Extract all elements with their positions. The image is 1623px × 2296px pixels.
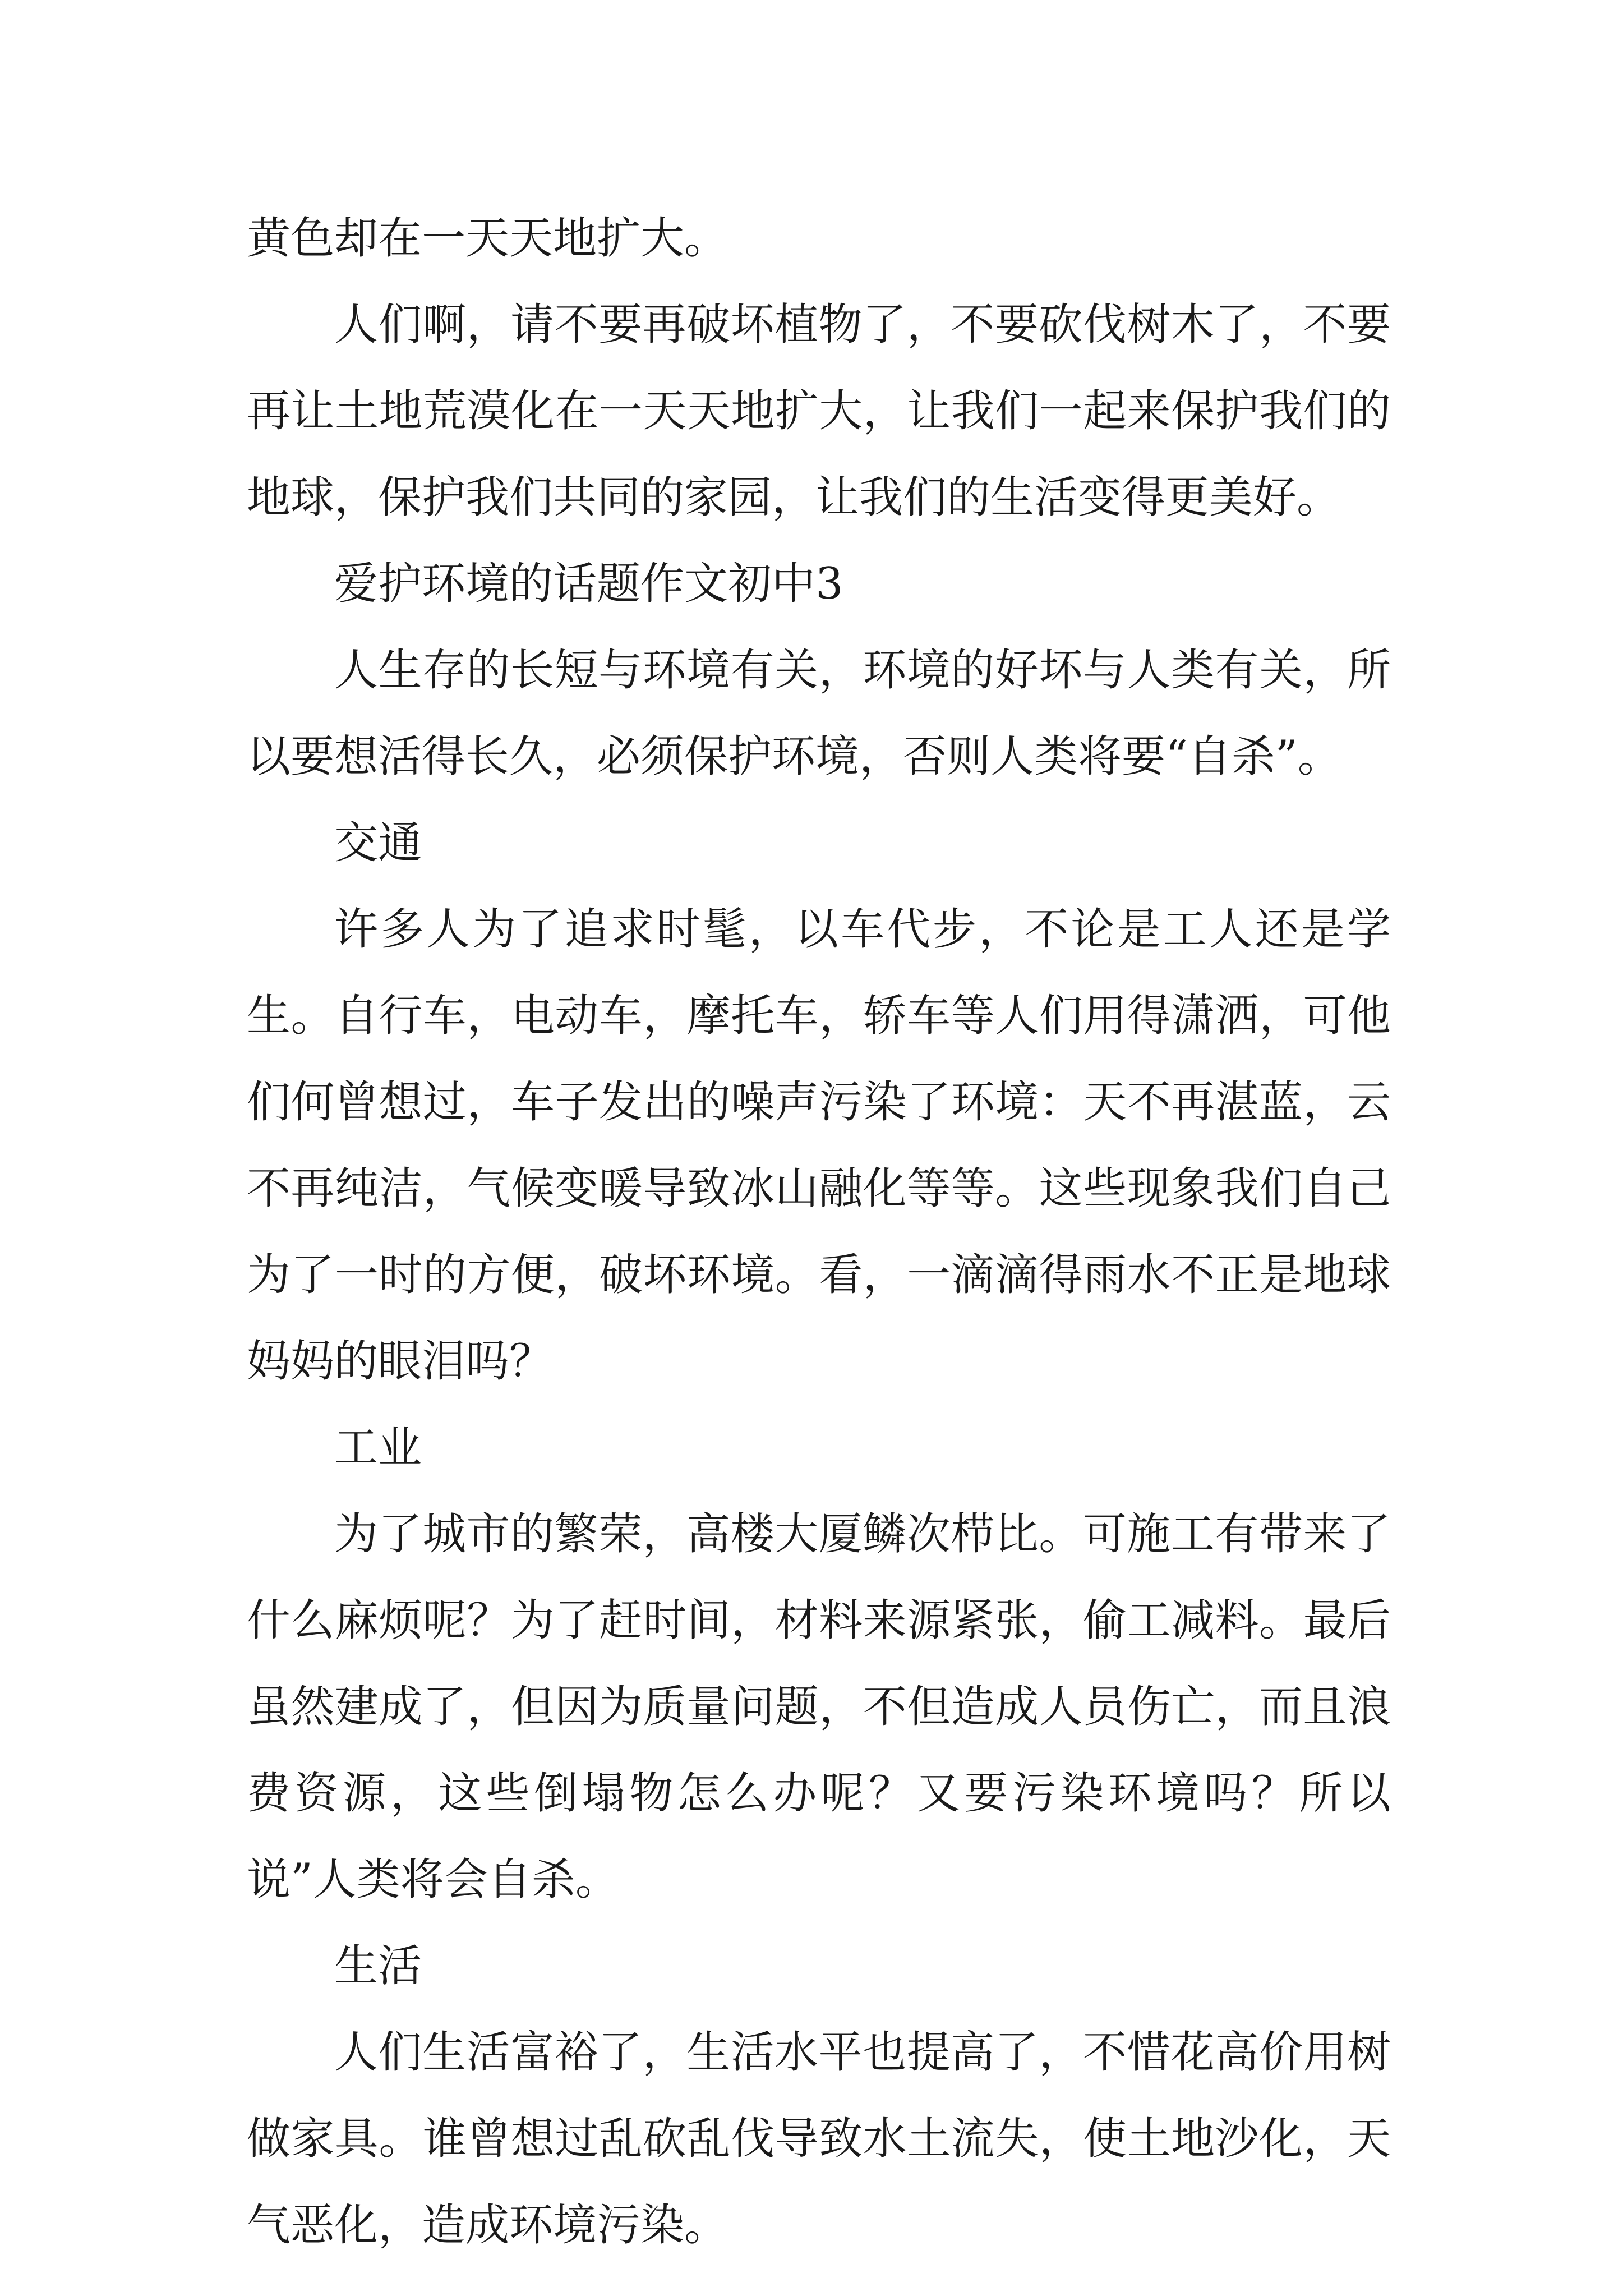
article-body [247, 195, 1391, 2269]
section-heading-life: 生活 [334, 1941, 422, 1991]
paragraph-life: 人们生活富裕了，生活水平也提高了，不惜花高价用树做家具。谁曾想过乱砍乱伐导致水土流失，使土地沙化，天气恶化，造成环境污染。 [247, 2027, 1391, 2251]
section-heading-industry: 工业 [334, 1423, 422, 1473]
paragraph-appeal: 人们啊，请不要再破坏植物了，不要砍伐树木了，不要再让土地荒漠化在一天天地扩大，让我们一起来保护我们的地球，保护我们共同的家园，让我们的生活变得更美好。 [247, 300, 1391, 523]
section-heading-traffic: 交通 [334, 818, 422, 868]
essay-heading: 爱护环境的话题作文初中3 [334, 559, 843, 609]
paragraph-continuation: 黄色却在一天天地扩大。 [247, 213, 728, 264]
paragraph-traffic: 许多人为了追求时髦，以车代步，不论是工人还是学生。自行车，电动车，摩托车，轿车等人们用得潇洒，可他们何曾想过，车子发出的噪声污染了环境：天不再湛蓝，云不再纯洁，气候变暖导致冰山融化等等。这些现象我们自己为了一时的方便，破坏环境。看，一滴滴得雨水不正是地球妈妈的眼泪吗？ [247, 904, 1391, 1387]
paragraph-industry: 为了城市的繁荣，高楼大厦鳞次栉比。可施工有带来了什么麻烦呢？为了赶时间，材料来源紧张，偷工减料。最后虽然建成了，但因为质量问题，不但造成人员伤亡，而且浪费资源，这些倒塌物怎么办呢？又要污染环境吗？所以说”人类将会自杀。 [247, 1509, 1391, 1905]
paragraph-intro: 人生存的长短与环境有关，环境的好坏与人类有关，所以要想活得长久，必须保护环境，否则人类将要“自杀”。 [247, 645, 1391, 782]
